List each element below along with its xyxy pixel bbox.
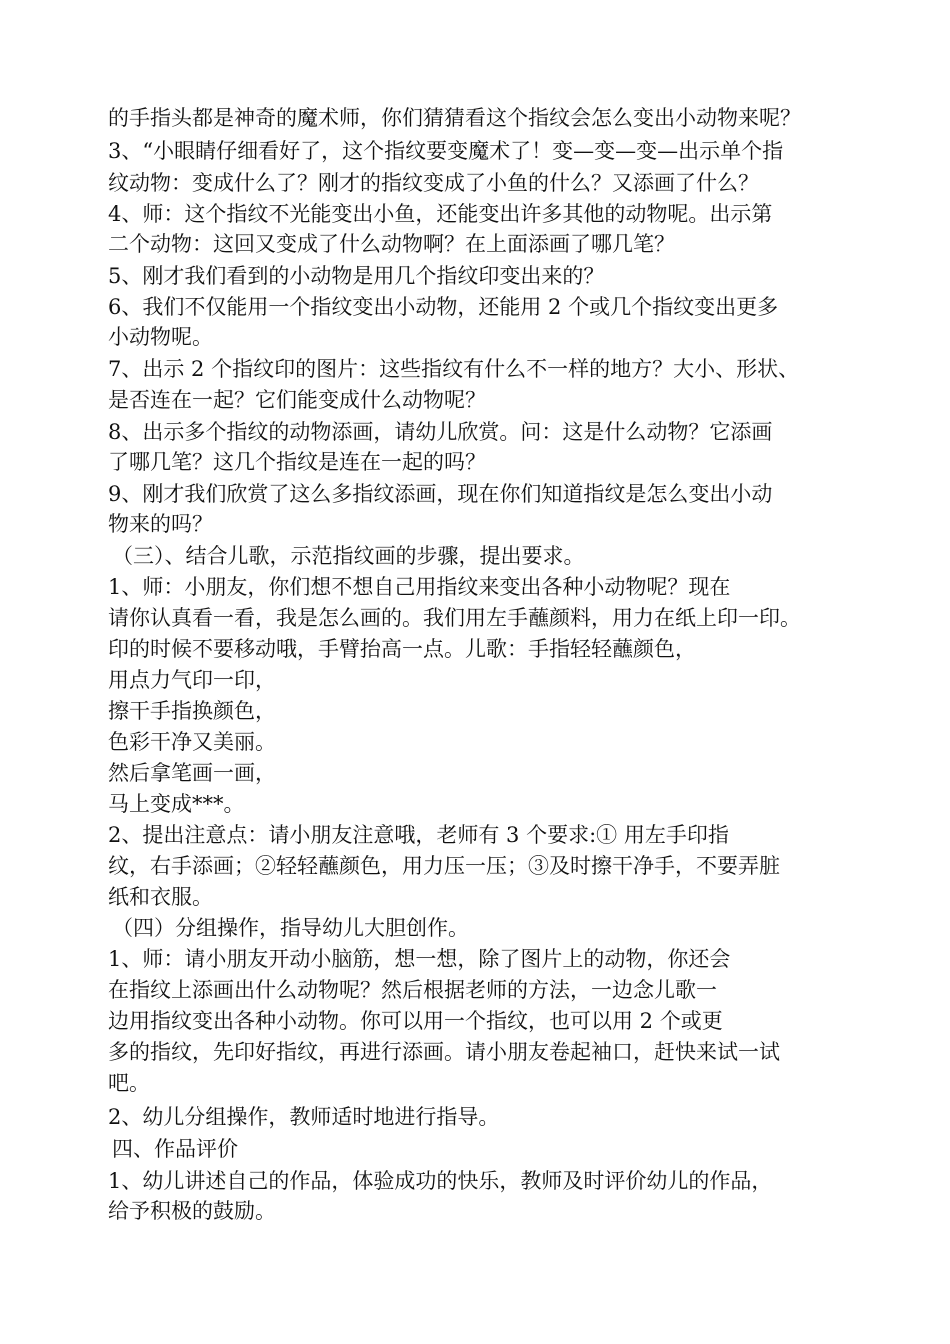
text-line: 吧。	[108, 1071, 150, 1095]
text-line: 3、“小眼睛仔细看好了，这个指纹要变魔术了！变—变—变—出示单个指	[108, 139, 784, 163]
text-line: 擦干手指换颜色，	[108, 699, 276, 723]
text-line: 2、提出注意点：请小朋友注意哦，老师有 3 个要求:① 用左手印指	[108, 823, 729, 847]
text-line: 6、我们不仅能用一个指纹变出小动物，还能用 2 个或几个指纹变出更多	[108, 295, 779, 319]
text-line: 是否连在一起？它们能变成什么动物呢？	[108, 388, 486, 412]
text-line: 用点力气印一印，	[108, 668, 276, 692]
text-line: 的手指头都是神奇的魔术师，你们猜猜看这个指纹会怎么变出小动物来呢？	[108, 106, 801, 130]
text-line: 在指纹上添画出什么动物呢？然后根据老师的方法，一边念儿歌一	[108, 978, 717, 1002]
text-line: 物来的吗？	[108, 512, 213, 536]
text-line: 然后拿笔画一画，	[108, 761, 276, 785]
text-line: 马上变成***。	[108, 792, 245, 816]
text-line: 多的指纹，先印好指纹，再进行添画。请小朋友卷起袖口，赶快来试一试	[108, 1040, 780, 1064]
text-line: 5、刚才我们看到的小动物是用几个指纹印变出来的？	[108, 264, 605, 288]
text-line: 小动物呢。	[108, 325, 213, 349]
text-line: 给予积极的鼓励。	[108, 1199, 276, 1223]
text-line: 二个动物：这回又变成了什么动物啊？在上面添画了哪几笔？	[108, 232, 675, 256]
section-heading: （四）分组操作，指导幼儿大胆创作。	[112, 916, 469, 940]
section-heading: （三）、结合儿歌，示范指纹画的步骤，提出要求。	[112, 544, 585, 568]
text-line: 色彩干净又美丽。	[108, 730, 276, 754]
text-line: 了哪几笔？这几个指纹是连在一起的吗？	[108, 450, 486, 474]
text-line: 9、刚才我们欣赏了这么多指纹添画，现在你们知道指纹是怎么变出小动	[108, 482, 773, 506]
text-line: 1、师：请小朋友开动小脑筋，想一想，除了图片上的动物，你还会	[108, 947, 731, 971]
text-line: 7、出示 2 个指纹印的图片：这些指纹有什么不一样的地方？大小、形状、	[108, 357, 800, 381]
text-line: 纹，右手添画；②轻轻蘸颜色，用力压一压；③及时擦干净手，不要弄脏	[108, 854, 780, 878]
text-line: 8、出示多个指纹的动物添画，请幼儿欣赏。问：这是什么动物？它添画	[108, 420, 773, 444]
text-line: 纸和衣服。	[108, 885, 213, 909]
text-line: 请你认真看一看，我是怎么画的。我们用左手蘸颜料，用力在纸上印一印。	[108, 606, 801, 630]
text-line: 纹动物：变成什么了？刚才的指纹变成了小鱼的什么？又添画了什么？	[108, 171, 759, 195]
text-line: 边用指纹变出各种小动物。你可以用一个指纹，也可以用 2 个或更	[108, 1009, 723, 1033]
section-heading: 四、作品评价	[112, 1137, 238, 1161]
text-line: 4、师：这个指纹不光能变出小鱼，还能变出许多其他的动物呢。出示第	[108, 202, 773, 226]
text-line: 印的时候不要移动哦，手臂抬高一点。儿歌：手指轻轻蘸颜色，	[108, 637, 696, 661]
text-line: 1、幼儿讲述自己的作品，体验成功的快乐，教师及时评价幼儿的作品，	[108, 1169, 773, 1193]
text-line: 1、师：小朋友，你们想不想自己用指纹来变出各种小动物呢？现在	[108, 575, 731, 599]
text-line: 2、幼儿分组操作，教师适时地进行指导。	[108, 1105, 500, 1129]
